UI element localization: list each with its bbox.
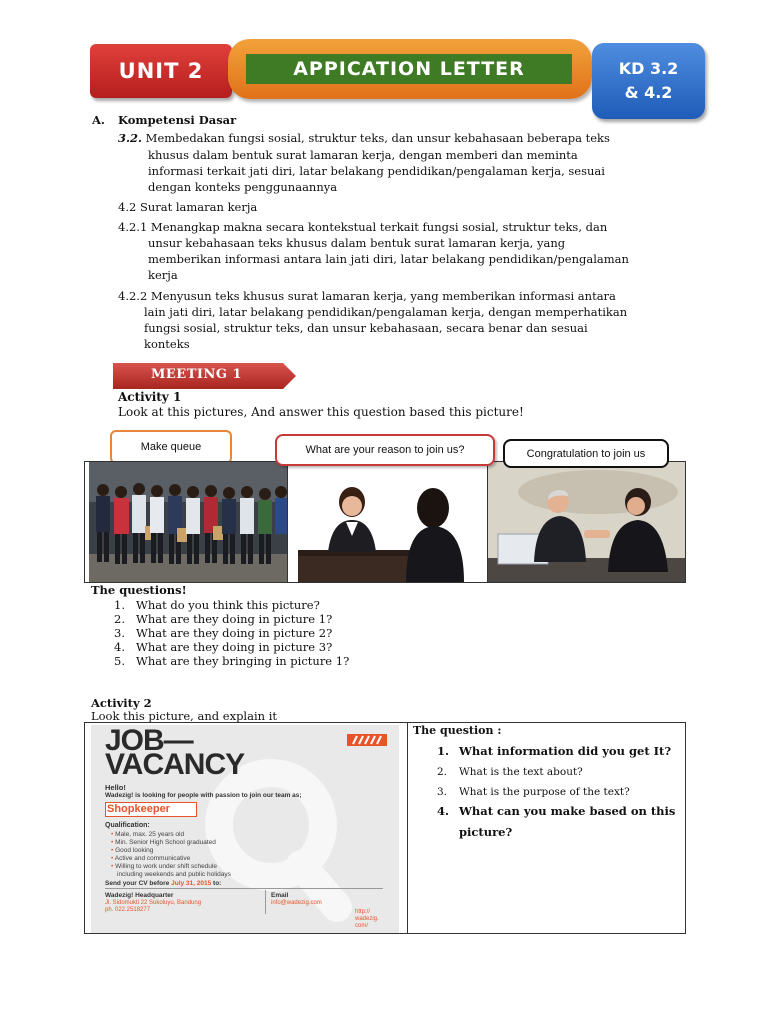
url-line-1: http://: [355, 909, 371, 915]
kd421-line1: 4.2.1 Menangkap makna secara kontekstual terkait fungsi sosial, struktur teks, dan: [118, 220, 608, 234]
question-5: 5. What are they bringing in picture 1?: [114, 654, 350, 668]
picture-queue: [89, 462, 287, 582]
page-title: APPICATION LETTER: [293, 58, 525, 80]
picture-interview: [287, 462, 487, 582]
question-5-text: What are they bringing in picture 1?: [136, 654, 350, 668]
qual-4: Active and communicative: [114, 855, 191, 862]
queue-illustration: [89, 462, 287, 582]
question-4: 4. What are they doing in picture 3?: [114, 640, 333, 654]
kd32-line1: [118, 130, 610, 146]
question-4-text: What are they doing in picture 3?: [136, 640, 333, 654]
caption-2-text: What are your reason to join us?: [305, 444, 465, 456]
a2-question-3: 3. What is the purpose of the text?: [437, 786, 630, 798]
kd421-line4: kerja: [148, 268, 178, 282]
caption-picture-2: [275, 434, 495, 466]
poster-intro: Wadezig! is looking for people with passion to join our team as;: [105, 792, 302, 799]
a2-question-2-text: What is the text about?: [459, 766, 583, 778]
url-line-2: wadezig.: [355, 916, 379, 922]
section-marker: A.: [92, 113, 105, 127]
kd-line1: KD 3.2: [618, 59, 679, 78]
poster-qualifications: [111, 831, 231, 879]
qual-item: • Male, max. 25 years old: [111, 831, 185, 838]
qual-6: including weekends and public holidays: [117, 871, 231, 878]
qual-item: • Min. Senior High School graduated: [111, 839, 216, 846]
qual-1: Male, max. 25 years old: [115, 831, 185, 838]
handshake-illustration: [488, 462, 685, 582]
a2-question-1: 1. What information did you get It?: [437, 744, 672, 758]
interview-illustration: [288, 462, 487, 582]
poster-job: JOB—: [105, 725, 193, 757]
activity1-instruction: Look at this pictures, And answer this question based this picture!: [118, 405, 524, 419]
caption-3-text: Congratulation to join us: [526, 447, 646, 460]
picture-handshake: [487, 462, 685, 582]
poster-qual-title: Qualification:: [105, 822, 150, 829]
job-vacancy-poster: [91, 725, 399, 933]
qual-item: • Good looking: [111, 847, 154, 854]
a2-question-1-text: What information did you get It?: [459, 744, 672, 758]
send-cv-text: Send your CV before: [105, 880, 172, 887]
kd-badge: [592, 43, 705, 119]
kd32-number: 3.2.: [118, 131, 143, 145]
poster-hq-addr2: ph. 022.2518277: [105, 907, 151, 913]
meeting-banner: [113, 363, 296, 389]
poster-hq-title: Wadezig! Headquarter: [105, 892, 174, 899]
activity2-title: Activity 2: [91, 696, 152, 710]
a2-question-4: 4. What can you make based on this: [437, 804, 676, 818]
activity2-instruction: Look this picture, and explain it: [91, 709, 277, 723]
section-heading: Kompetensi Dasar: [118, 113, 237, 127]
poster-hello: Hello!: [105, 783, 126, 792]
kd422-line4: konteks: [144, 337, 190, 351]
kd32-text: Membedakan fungsi sosial, struktur teks, dan unsur kebahasaan beberapa teks: [142, 131, 610, 145]
poster-email: info@wadezig.com: [271, 900, 322, 906]
a2-question-3-text: What is the purpose of the text?: [459, 786, 630, 798]
caption-1-text: Make queue: [140, 441, 202, 453]
caption-picture-3: [503, 439, 669, 468]
poster-deadline: July 31, 2015: [171, 880, 212, 887]
poster-position: Shopkeeper: [107, 803, 170, 815]
title-inner: [246, 54, 572, 84]
questions-title: The questions!: [91, 583, 187, 597]
unit-label: UNIT 2: [118, 59, 204, 83]
kd42-line: 4.2 Surat lamaran kerja: [118, 200, 258, 214]
poster-url: [355, 909, 379, 930]
question-3: 3. What are they doing in picture 2?: [114, 626, 333, 640]
qual-item: • Willing to work under shift schedule: [111, 863, 217, 870]
unit-badge: [90, 44, 232, 98]
kd32-line4: dengan konteks penggunaannya: [148, 180, 338, 194]
poster-logo-icon: [347, 734, 387, 746]
kd-line2: & 4.2: [624, 83, 673, 102]
qual-3: Good looking: [115, 847, 154, 854]
question-1-text: What do you think this picture?: [136, 598, 320, 612]
meeting-label: MEETING 1: [151, 367, 243, 382]
kd422-line3: fungsi sosial, struktur teks, dan unsur kebahasaan, secara benar dan sesuai: [144, 321, 588, 335]
kd421-line2: unsur kebahasaan teks khusus dalam bentuk surat lamaran kerja, yang: [148, 236, 566, 250]
activity1-title: Activity 1: [118, 390, 182, 404]
qual-5: Willing to work under shift schedule: [115, 863, 217, 870]
kd32-line2: khusus dalam bentuk surat lamaran kerja, dengan memberi dan meminta: [148, 148, 578, 162]
poster-send-cv: [105, 880, 221, 887]
activity2-question-title: The question :: [413, 724, 502, 737]
question-2-text: What are they doing in picture 1?: [136, 612, 333, 626]
pictures-table: [84, 461, 686, 583]
question-2: 2. What are they doing in picture 1?: [114, 612, 333, 626]
a2-question-4-cont: picture?: [459, 825, 513, 839]
kd421-line3: memberikan informasi antara lain jati diri, latar belakang pendidikan/pengalaman: [148, 252, 629, 266]
qual-item: [111, 871, 231, 879]
poster-vacancy: VACANCY: [105, 748, 245, 781]
kd422-line2: lain jati diri, latar belakang pendidikan/pengalaman kerja, dengan memperhatikan: [144, 305, 628, 319]
question-1: 1. What do you think this picture?: [114, 598, 320, 612]
url-line-3: com/: [355, 923, 369, 929]
kd422-line1: 4.2.2 Menyusun teks khusus surat lamaran kerja, yang memberikan informasi antara: [118, 289, 616, 303]
question-3-text: What are they doing in picture 2?: [136, 626, 333, 640]
activity2-table: [84, 722, 686, 934]
caption-picture-1: [110, 430, 232, 464]
a2-question-4-text: What can you make based on this: [459, 804, 676, 818]
kd32-line3: informasi terkait jati diri, latar belakang pendidikan/pengalaman kerja, sesuai: [148, 164, 605, 178]
poster-email-title: Email: [271, 892, 289, 899]
qual-item: • Active and communicative: [111, 855, 191, 862]
poster-hq-addr1: Jl. Sidomukti 22 Sukoluyu, Bandung: [105, 900, 202, 906]
send-to-text: to:: [211, 880, 222, 887]
table-divider: [407, 723, 408, 933]
qual-2: Min. Senior High School graduated: [115, 839, 216, 846]
a2-question-2: 2. What is the text about?: [437, 766, 583, 778]
